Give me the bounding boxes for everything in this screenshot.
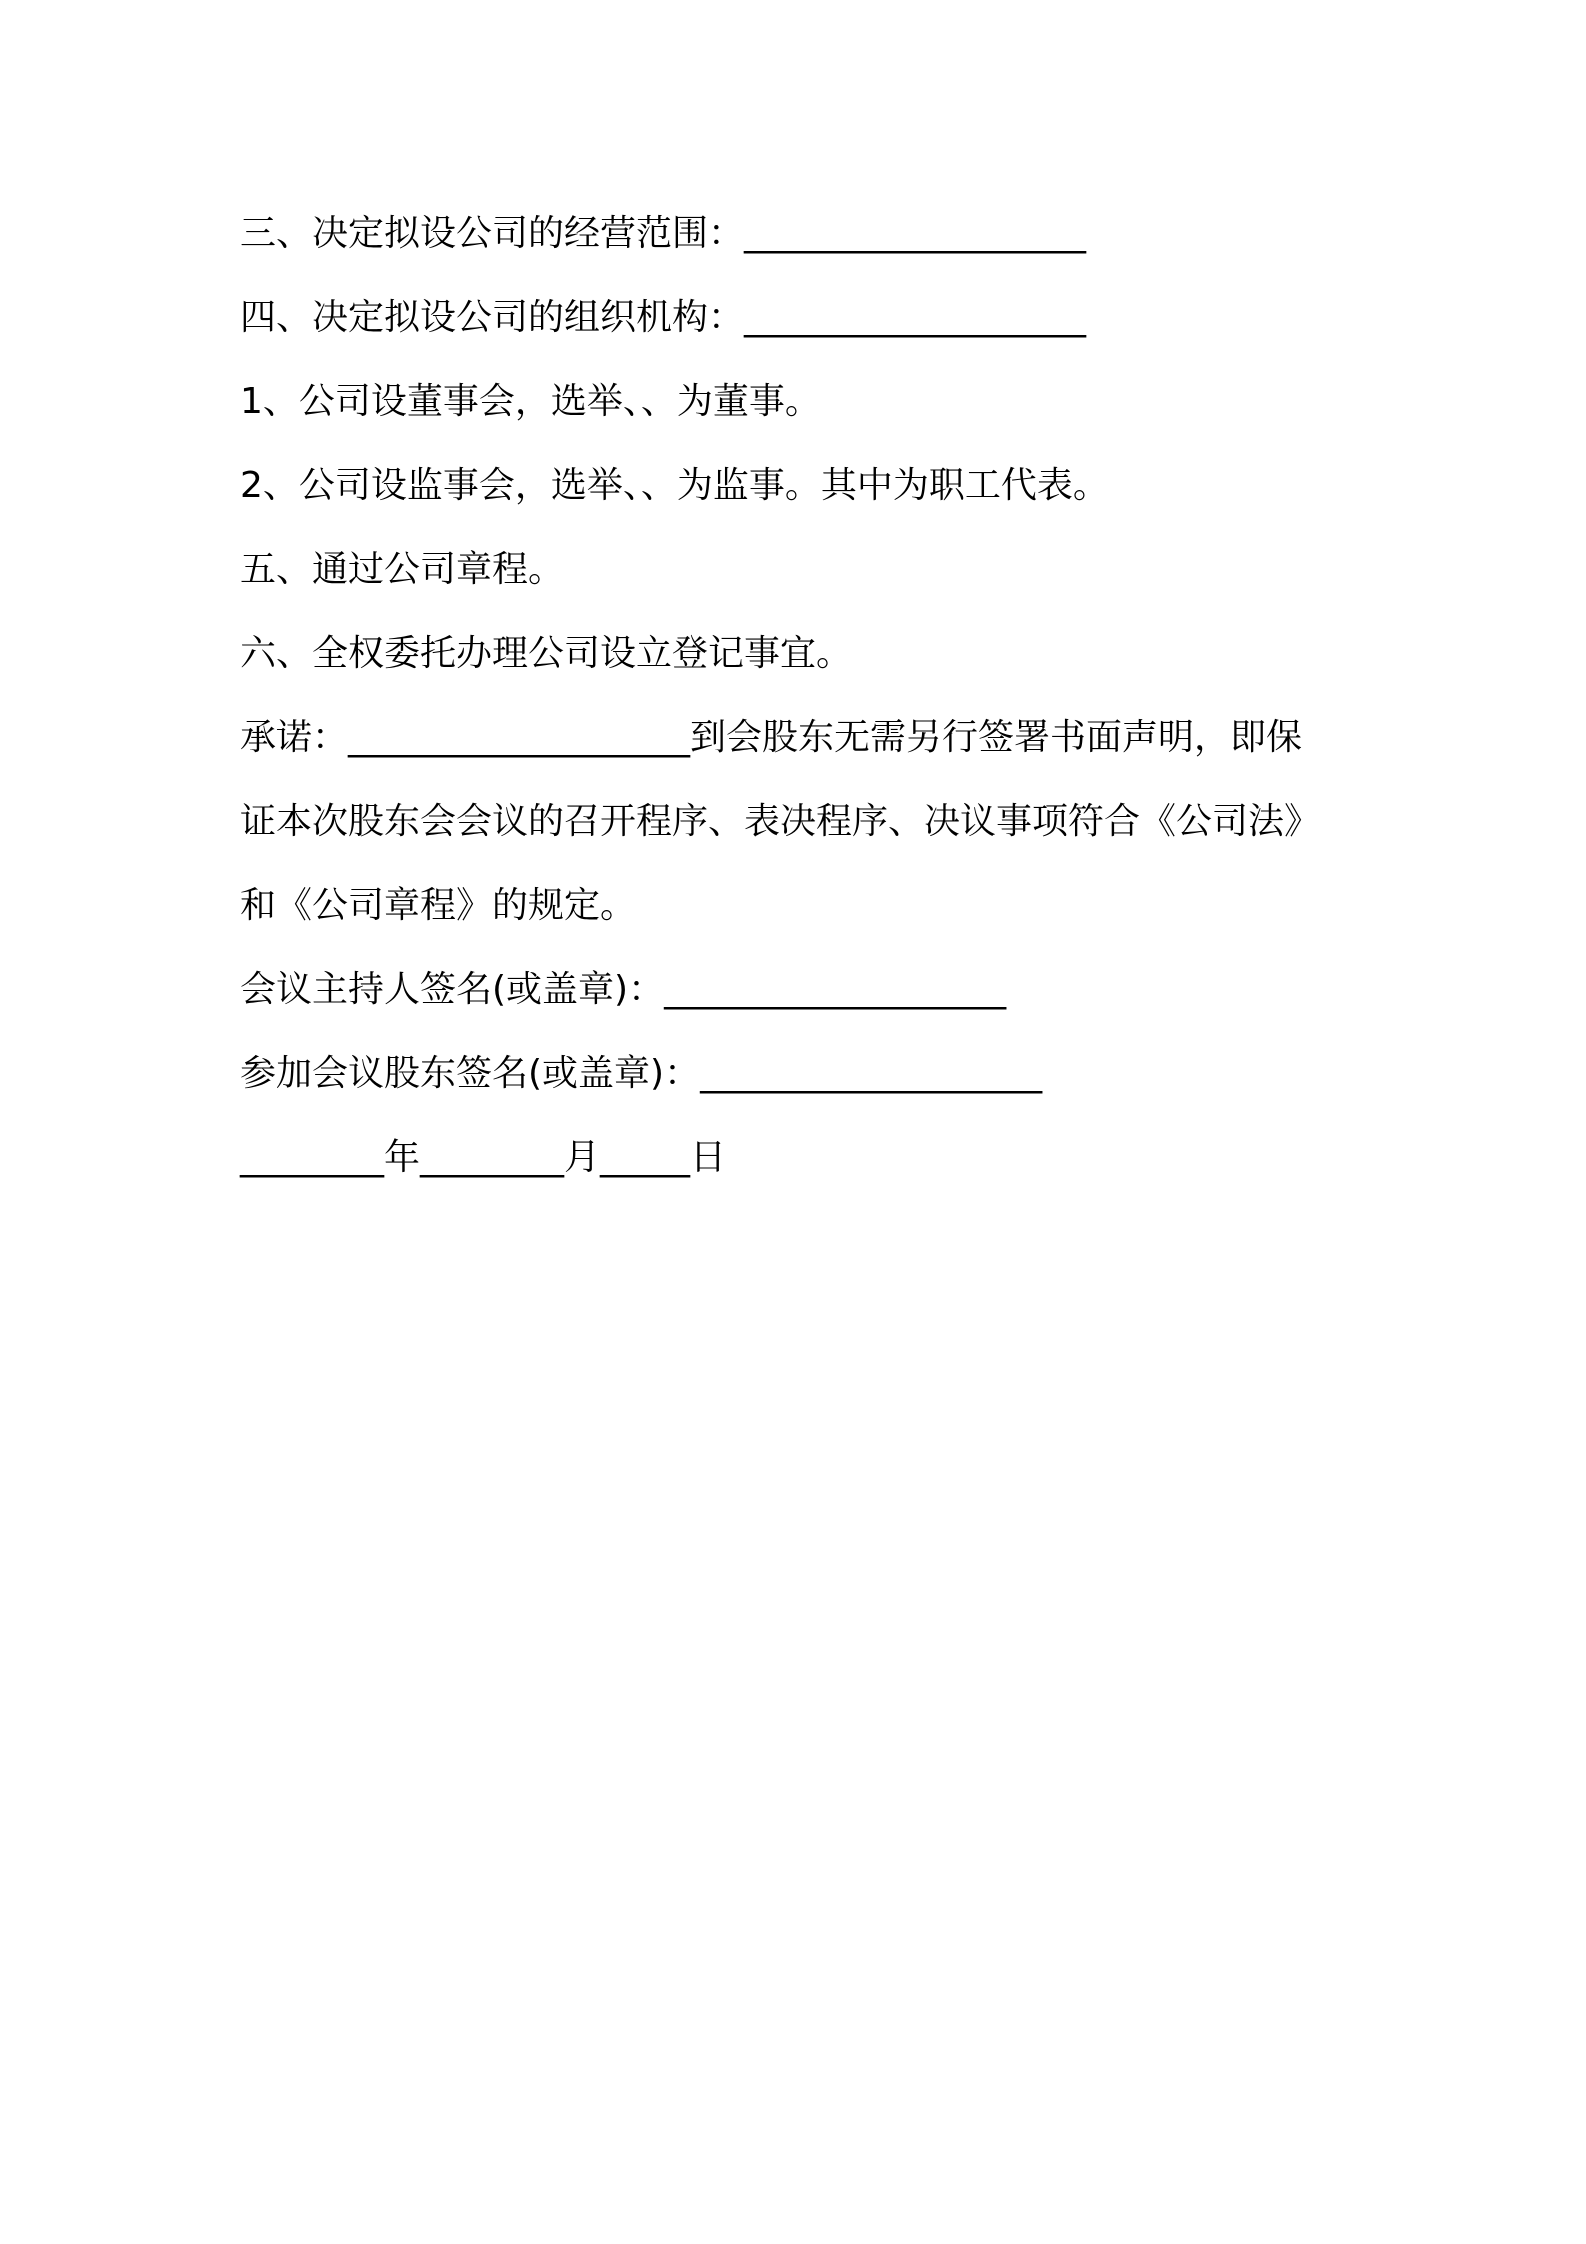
date-line: ________年________月_____日 (240, 1137, 726, 1178)
document-body (240, 200, 1360, 1208)
board-of-supervisors-line: 2、公司设监事会，选举、、为监事。其中为职工代表。 (240, 465, 1109, 506)
org-structure-line: 四、决定拟设公司的组织机构：___________________ (240, 297, 1087, 338)
articles-approval-line: 五、通过公司章程。 (240, 549, 565, 590)
commitment-line-2: 证本次股东会会议的召开程序、表决程序、决议事项符合《公司法》 (240, 801, 1321, 842)
board-of-directors-line: 1、公司设董事会，选举、、为董事。 (240, 381, 821, 422)
registration-authorization-line: 六、全权委托办理公司设立登记事宜。 (240, 633, 853, 674)
commitment-line-1: 承诺：___________________到会股东无需另行签署书面声明，即保 (240, 717, 1303, 758)
business-scope-line: 三、决定拟设公司的经营范围：___________________ (240, 213, 1087, 254)
host-signature-line: 会议主持人签名(或盖章)：___________________ (240, 969, 1007, 1010)
shareholder-signature-line: 参加会议股东签名(或盖章)：___________________ (240, 1053, 1043, 1094)
commitment-line-3: 和《公司章程》的规定。 (240, 885, 637, 926)
